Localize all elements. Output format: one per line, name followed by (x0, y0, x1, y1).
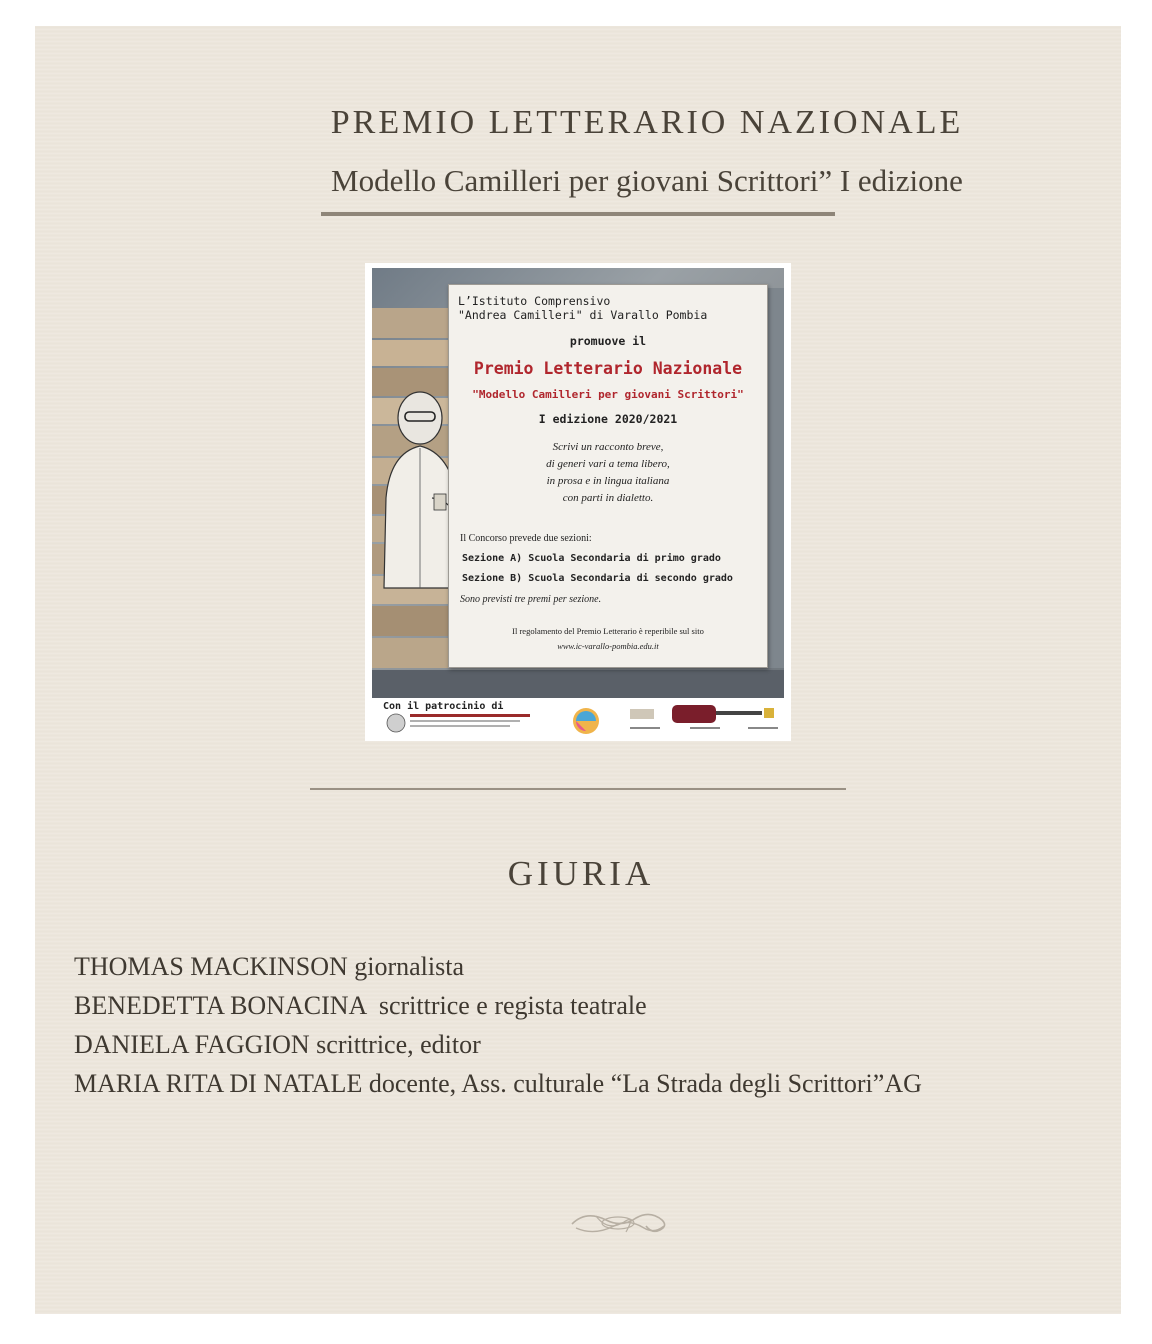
jury-member-role: docente, Ass. culturale “La Strada degli Scrittori”AG (362, 1069, 922, 1098)
poster-section-b: Sezione B) Scuola Secondaria di secondo grado (462, 573, 733, 584)
jury-member-name: MARIA RITA DI NATALE (74, 1069, 363, 1098)
page-panel (35, 26, 1121, 1314)
jury-member (74, 1064, 922, 1103)
poster-site: www.ic-varallo-pombia.edu.it (557, 641, 659, 651)
patronage-label: Con il patrocinio di (383, 701, 504, 712)
poster-promotes: promuove il (569, 334, 647, 348)
page-subtitle: Modello Camilleri per giovani Scrittori” I edizione (331, 163, 963, 198)
poster-call-line: Scrivi un racconto breve, (552, 441, 664, 453)
jury-member-role: scrittrice e regista teatrale (365, 991, 647, 1020)
jury-member-role: scrittrice, editor (309, 1030, 481, 1059)
poster-section-a: Sezione A) Scuola Secondaria di primo grado (462, 553, 721, 564)
jury-member-name: THOMAS MACKINSON (74, 952, 348, 981)
poster-image (365, 263, 791, 741)
poster-prizes: Sono previsti tre premi per sezione. (460, 594, 602, 605)
jury-member-role: giornalista (347, 952, 465, 981)
jury-member (74, 947, 922, 986)
patronage-strip (372, 699, 784, 737)
jury-member-name: DANIELA FAGGION (74, 1030, 310, 1059)
jury-list (74, 947, 922, 1103)
flourish-ornament (566, 1206, 672, 1240)
jury-member (74, 1025, 922, 1064)
poster-model: "Modello Camilleri per giovani Scrittori" (472, 388, 744, 401)
poster-card (448, 284, 768, 668)
divider-top (321, 212, 835, 216)
jury-heading: GIURIA (507, 854, 655, 893)
jury-member-name: BENEDETTA BONACINA (74, 991, 366, 1020)
poster-institute-line1: L’Istituto Comprensivo (458, 294, 611, 308)
poster-prize-title: Premio Letterario Nazionale (473, 359, 743, 378)
poster-call-line: con parti in dialetto. (562, 492, 654, 504)
poster-call-line: in prosa e in lingua italiana (546, 475, 670, 487)
poster-rules: Il regolamento del Premio Letterario è reperibile sul sito (512, 626, 704, 636)
poster-sections-intro: Il Concorso prevede due sezioni: (460, 533, 592, 544)
poster-background (372, 268, 784, 698)
poster-call-line: di generi vari a tema libero, (546, 458, 670, 470)
sponsor-logos (372, 699, 784, 737)
divider-middle (310, 788, 846, 790)
poster-institute-line2: "Andrea Camilleri" di Varallo Pombia (458, 308, 708, 322)
page-title: PREMIO LETTERARIO NAZIONALE (330, 104, 964, 141)
jury-member (74, 986, 922, 1025)
poster-edition: I edizione 2020/2021 (538, 412, 678, 426)
